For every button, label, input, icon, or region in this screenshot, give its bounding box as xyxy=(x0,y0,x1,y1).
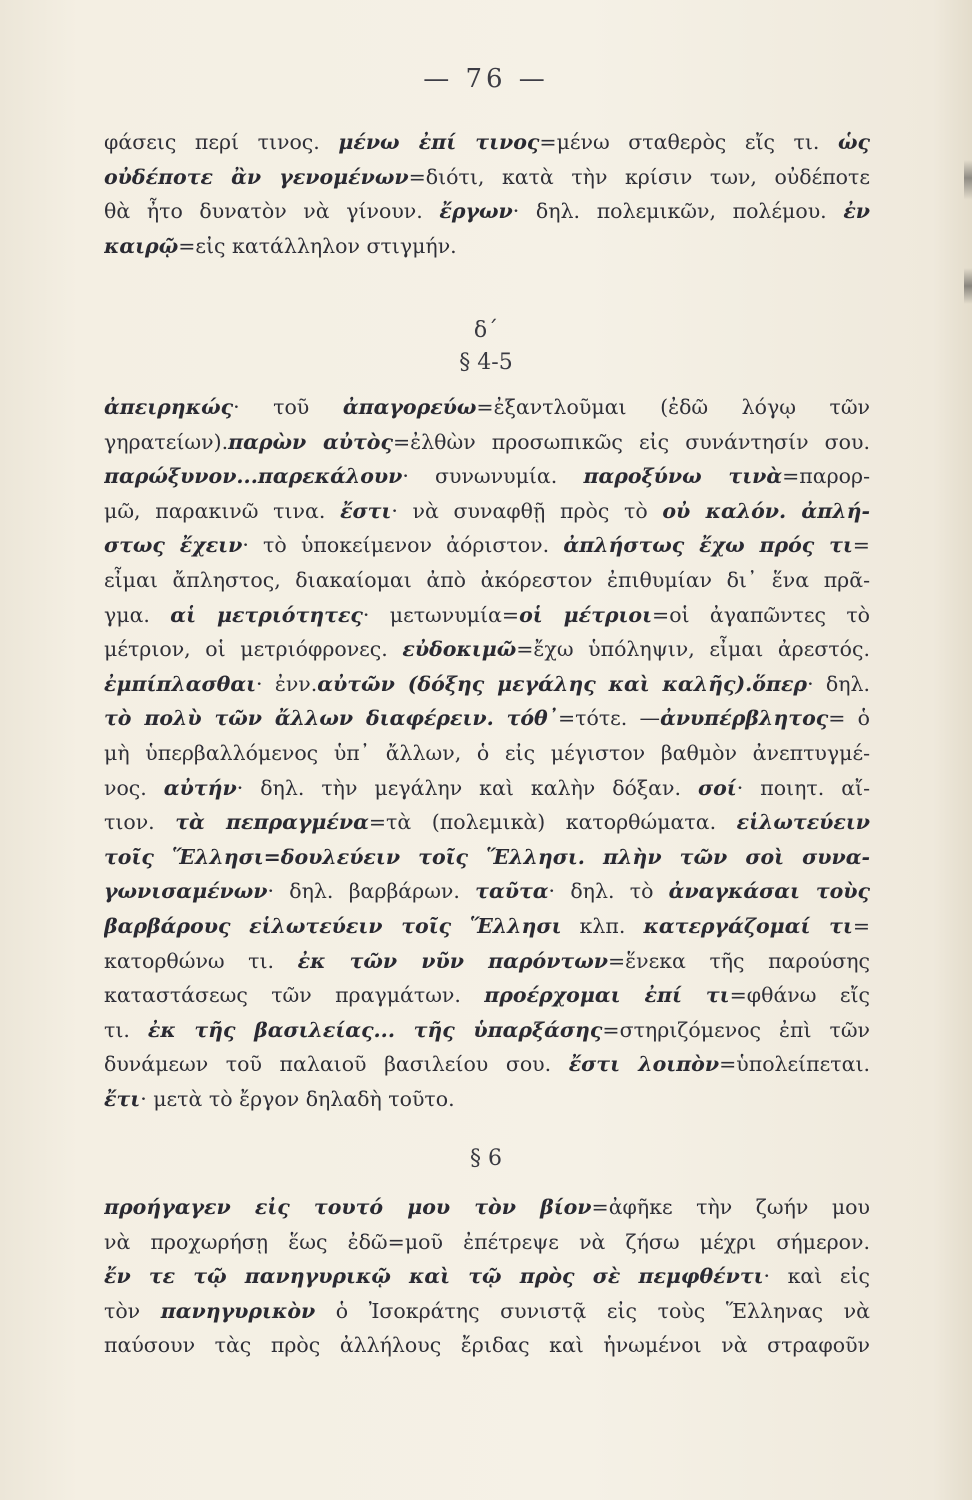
text-line xyxy=(104,125,870,160)
lemma-term: ἐν xyxy=(843,199,870,224)
gloss-text: =εἰς κατάλληλον στιγμήν. xyxy=(178,233,457,258)
text-line xyxy=(104,528,870,563)
lemma-term: ἀνυπέρβλητος xyxy=(660,706,829,731)
gloss-text: μῶ, παρακινῶ τινα. xyxy=(104,498,341,523)
text-line xyxy=(104,1190,870,1225)
gloss-text: = ὁ xyxy=(828,706,870,731)
gloss-text: καταστάσεως τῶν πραγμάτων. xyxy=(104,983,485,1008)
gloss-text: τιον. xyxy=(104,810,176,835)
gloss-text: =ἐλθὼν προσωπικῶς εἰς συνάντησίν σου. xyxy=(392,429,870,454)
gloss-text: · ποιητ. αἴ- xyxy=(736,775,870,800)
text-line xyxy=(104,229,870,264)
gloss-text: =ἀφῆκε τὴν ζωήν μου xyxy=(591,1195,870,1219)
text-line xyxy=(104,494,870,529)
gloss-text: · μετωνυμία= xyxy=(362,602,520,627)
text-line xyxy=(104,598,870,633)
text-line xyxy=(104,1328,870,1363)
text-line xyxy=(104,1294,870,1329)
page-number: — 76 — xyxy=(423,64,549,94)
section-6-heading: § 6 xyxy=(470,1146,502,1171)
text-line xyxy=(104,459,870,494)
gloss-text: κατορθώνω τι. xyxy=(104,948,298,973)
section-letter-heading: δ΄ xyxy=(473,318,499,343)
text-line xyxy=(104,1259,870,1294)
gloss-text: γηρατείων). xyxy=(104,429,229,454)
gloss-text: τὸν xyxy=(104,1298,161,1323)
gloss-text: · δηλ. πολεμικῶν, πολέμου. xyxy=(512,199,844,224)
section-4-5-commentary xyxy=(104,390,870,1116)
gloss-text: δυνάμεων τοῦ παλαιοῦ βασιλείου σου. xyxy=(104,1052,569,1077)
lemma-term: ἐκ τῆς βασιλείας... τῆς ὑπαρξάσης xyxy=(147,1017,603,1042)
lemma-term: μένω ἐπί τινος xyxy=(338,130,540,154)
gloss-text: =οἱ ἀγαπῶντες τὸ xyxy=(652,602,870,627)
lemma-term: αὐτῶν (δόξης μεγάλης καὶ καλῆς).ὅπερ xyxy=(317,671,808,696)
text-line xyxy=(104,563,870,598)
page-edge-shadow xyxy=(964,160,972,340)
gloss-text: · τοῦ xyxy=(233,395,343,419)
lemma-term: οὐδέποτε ἂν γενομένων xyxy=(104,164,409,189)
gloss-text: · ἐνν. xyxy=(256,671,318,696)
lemma-term: βαρβάρους εἱλωτεύειν τοῖς Ἕλλησι xyxy=(104,913,562,938)
text-line xyxy=(104,390,870,425)
lemma-term: ἔστι λοιπὸν xyxy=(568,1052,720,1077)
section-4-5-heading: § 4-5 xyxy=(459,350,513,375)
gloss-text: · δηλ. τὸ xyxy=(548,879,669,904)
text-line xyxy=(104,874,870,909)
text-line xyxy=(104,736,870,771)
lemma-term: τὸ πολὺ τῶν ἄλλων διαφέρειν. τόθ᾽ xyxy=(104,706,558,731)
gloss-text: τι. xyxy=(104,1017,148,1042)
lemma-term: παρώξυνον...παρεκάλουν xyxy=(104,464,403,489)
gloss-text: · νὰ συναφθῇ πρὸς τὸ xyxy=(391,498,663,523)
lemma-term: ἔργων xyxy=(439,199,513,224)
gloss-text: νὰ προχωρήσῃ ἕως ἐδῶ=μοῦ ἐπέτρεψε νὰ ζήσω μέχρι σήμερον. xyxy=(104,1229,870,1254)
text-line xyxy=(104,944,870,979)
gloss-text: φάσεις περί τινος. xyxy=(104,130,339,154)
gloss-text: κλπ. xyxy=(561,913,644,938)
gloss-text: · τὸ ὑποκείμενον ἀόριστον. xyxy=(242,533,564,558)
text-line xyxy=(104,1047,870,1082)
gloss-text: · δηλ. βαρβάρων. xyxy=(267,879,476,904)
lemma-term: παροξύνω τινὰ xyxy=(583,464,783,489)
gloss-text: γμα. xyxy=(104,602,171,627)
lemma-term: εὐδοκιμῶ xyxy=(402,637,517,662)
gloss-text: · συνωνυμία. xyxy=(402,464,584,489)
text-line xyxy=(104,160,870,195)
lemma-term: ἀπειρηκώς xyxy=(104,395,234,419)
text-line xyxy=(104,840,870,875)
lemma-term: αἱ μετριότητες xyxy=(170,602,363,627)
gloss-text: =ὑπολείπεται. xyxy=(719,1052,870,1077)
text-line xyxy=(104,1225,870,1260)
gloss-text: =ἕνεκα τῆς παρούσης xyxy=(607,948,870,973)
text-line xyxy=(104,771,870,806)
lemma-term: εἱλωτεύειν xyxy=(736,810,870,835)
lemma-term: ταῦτα xyxy=(475,879,549,904)
lemma-term: οἱ μέτριοι xyxy=(519,602,653,627)
lemma-term: τὰ πεπραγμένα xyxy=(175,810,369,835)
gloss-text: · δηλ. xyxy=(807,671,870,696)
lemma-term: ἐμπίπλασθαι xyxy=(104,671,257,696)
text-line xyxy=(104,701,870,736)
lemma-term: τοῖς Ἕλλησι=δουλεύειν τοῖς Ἕλλησι. πλὴν τῶν σοὶ συνα- xyxy=(104,844,870,869)
gloss-text: μὴ ὑπερβαλλόμενος ὑπ᾽ ἄλλων, ὁ εἰς μέγιστον βαθμὸν ἀνεπτυγμέ- xyxy=(104,740,870,765)
gloss-text: =διότι, κατὰ τὴν κρίσιν των, οὐδέποτε xyxy=(408,164,870,189)
gloss-text: =παρορ- xyxy=(782,464,870,489)
text-line xyxy=(104,194,870,229)
lemma-term: ἀπλήστως ἔχω πρός τι xyxy=(563,533,853,558)
text-line xyxy=(104,1082,870,1117)
lemma-term: ἀπαγορεύω xyxy=(342,395,477,419)
gloss-text: μέτριον, οἱ μετριόφρονες. xyxy=(104,637,403,662)
text-line xyxy=(104,909,870,944)
text-line xyxy=(104,425,870,460)
lemma-term: κατεργάζομαί τι xyxy=(643,913,853,938)
lemma-term: στως ἔχειν xyxy=(104,533,243,558)
lemma-term: καιρῷ xyxy=(104,233,179,258)
lemma-term: αὐτήν xyxy=(163,775,237,800)
lemma-term: ἔν τε τῷ πανηγυρικῷ καὶ τῷ πρὸς σὲ πεμφθέντι xyxy=(104,1264,764,1289)
lemma-term: πανηγυρικὸν xyxy=(160,1298,316,1323)
lemma-term: ἔστι xyxy=(340,498,392,523)
gloss-text: · δηλ. τὴν μεγάλην καὶ καλὴν δόξαν. xyxy=(236,775,698,800)
lemma-term: προήγαγεν εἰς τουτό μου τὸν βίον xyxy=(104,1195,592,1219)
gloss-text: παύσουν τὰς πρὸς ἀλλήλους ἔριδας καὶ ἡνωμένοι νὰ στραφοῦν xyxy=(104,1333,870,1358)
lemma-term: παρὼν αὐτὸς xyxy=(228,429,393,454)
section-6-commentary xyxy=(104,1190,870,1363)
gloss-text: =τότε. — xyxy=(557,706,661,731)
gloss-text: = xyxy=(852,913,870,938)
gloss-text: =ἔχω ὑπόληψιν, εἶμαι ἀρεστός. xyxy=(516,637,870,662)
gloss-text: νος. xyxy=(104,775,164,800)
gloss-text: · καὶ εἰς xyxy=(763,1264,870,1289)
gloss-text: =μένω σταθερὸς εἴς τι. xyxy=(539,130,838,154)
text-line xyxy=(104,1013,870,1048)
gloss-text: · μετὰ τὸ ἔργον δηλαδὴ τοῦτο. xyxy=(140,1086,455,1111)
lemma-term: ἔτι xyxy=(104,1086,141,1111)
lemma-term: προέρχομαι ἐπί τι xyxy=(484,983,730,1008)
gloss-text: =στηριζόμενος ἐπὶ τῶν xyxy=(602,1017,870,1042)
gloss-text: εἶμαι ἄπληστος, διακαίομαι ἀπὸ ἀκόρεστον ἐπιθυμίαν δι᾽ ἕνα πρᾶ- xyxy=(104,567,870,592)
lemma-term: ὡς xyxy=(837,130,870,154)
intro-paragraph xyxy=(104,125,870,263)
gloss-text: ὁ Ἰσοκράτης συνιστᾷ εἰς τοὺς Ἕλληνας νὰ xyxy=(315,1298,870,1323)
lemma-term: ἀναγκάσαι τοὺς xyxy=(668,879,870,904)
gloss-text: = xyxy=(852,533,870,558)
text-line xyxy=(104,632,870,667)
gloss-text: =ἐξαντλοῦμαι (ἐδῶ λόγῳ τῶν xyxy=(476,395,870,419)
lemma-term: οὐ καλόν. ἀπλή- xyxy=(662,498,870,523)
gloss-text: =φθάνω εἴς xyxy=(729,983,870,1008)
lemma-term: γωνισαμένων xyxy=(104,879,268,904)
lemma-term: σοί xyxy=(698,775,737,800)
text-line xyxy=(104,805,870,840)
text-line xyxy=(104,978,870,1013)
lemma-term: ἐκ τῶν νῦν παρόντων xyxy=(297,948,608,973)
text-line xyxy=(104,667,870,702)
gloss-text: =τὰ (πολεμικὰ) κατορθώματα. xyxy=(368,810,737,835)
gloss-text: θὰ ἦτο δυνατὸν νὰ γίνουν. xyxy=(104,199,440,224)
